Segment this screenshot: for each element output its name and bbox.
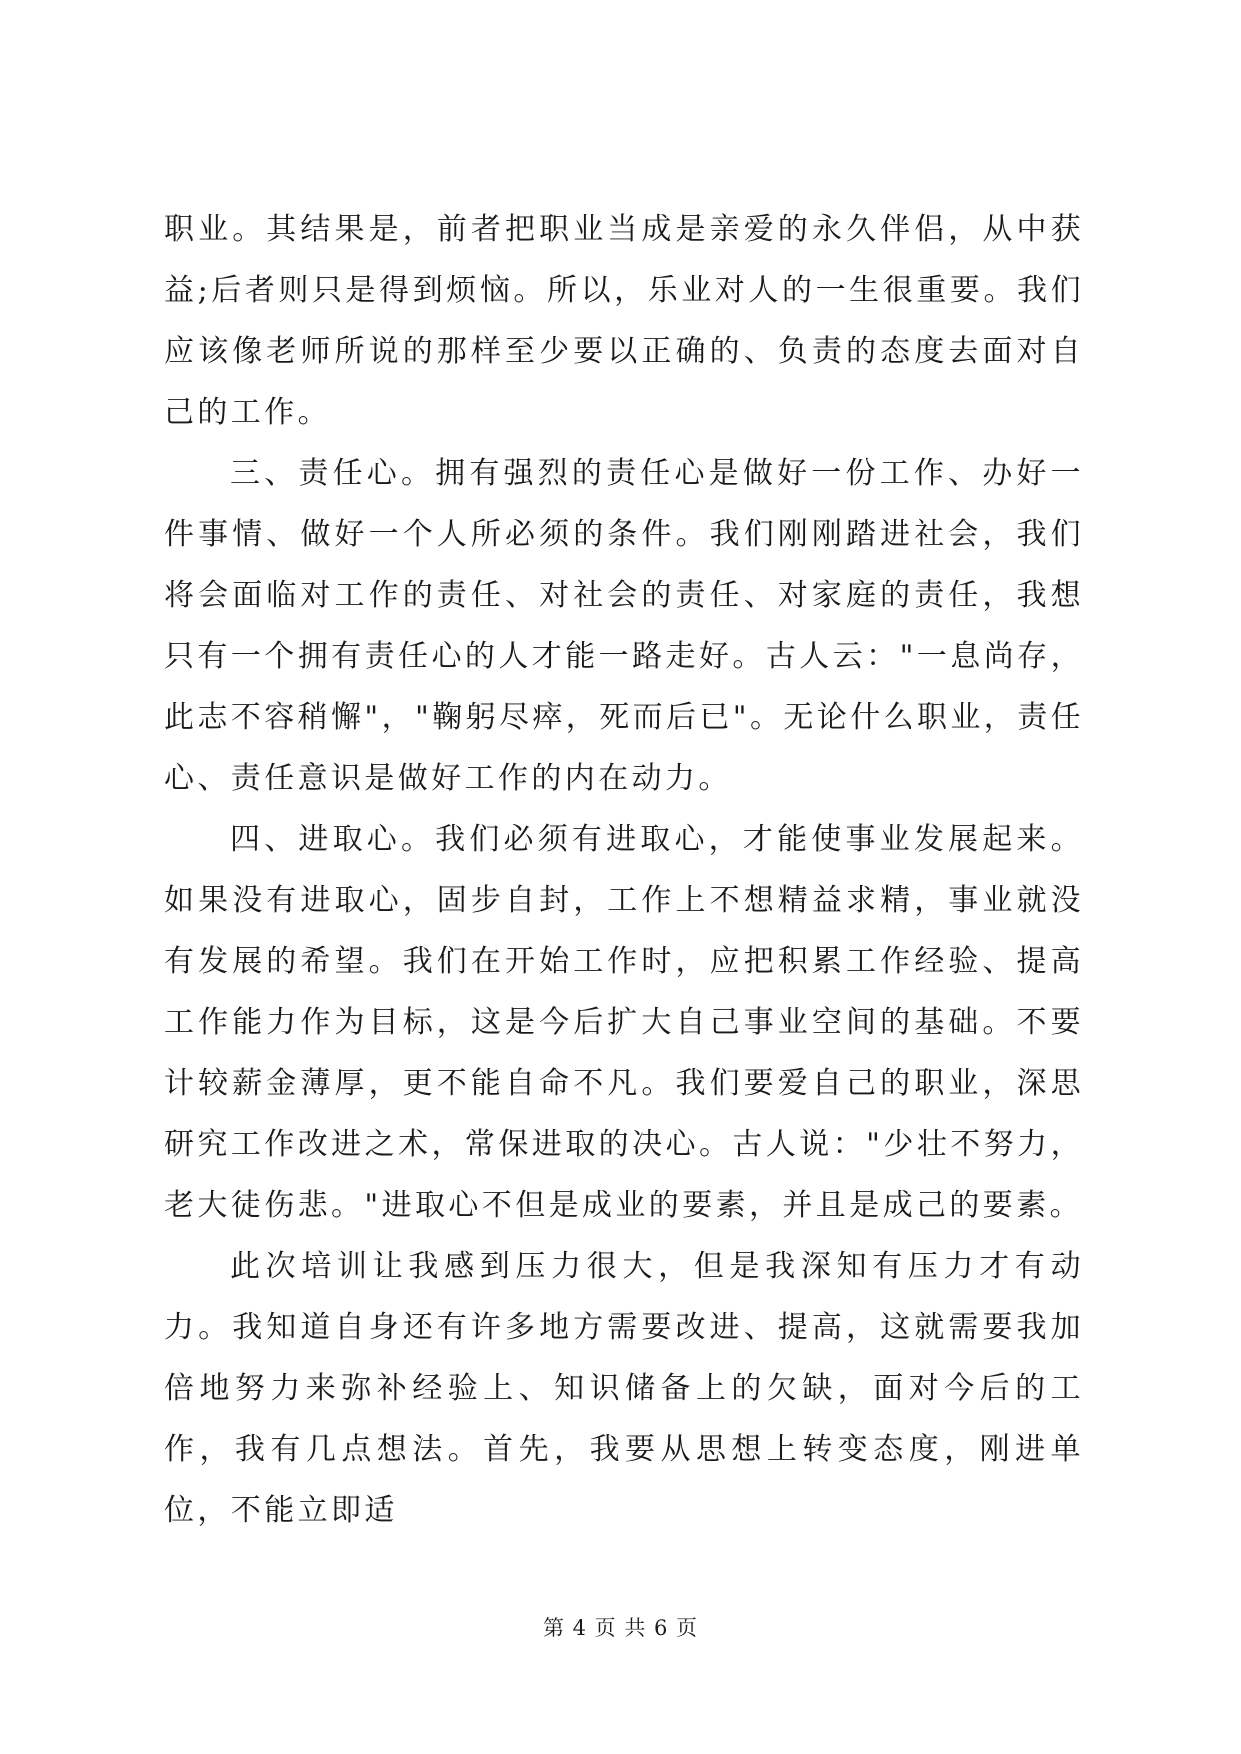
- paragraph-2: 三、责任心。拥有强烈的责任心是做好一份工作、办好一件事情、做好一个人所必须的条件。我们刚刚踏进社会，我们将会面临对工作的责任、对社会的责任、对家庭的责任，我想只有一个拥有责任心的人才能一路走好。古人云："一息尚存，此志不容稍懈"，"鞠躬尽瘁，死而后已"。无论什么职业，责任心、责任意识是做好工作的内在动力。: [164, 456, 1084, 796]
- paragraph-4: 此次培训让我感到压力很大，但是我深知有压力才有动力。我知道自身还有许多地方需要改进、提高，这就需要我加倍地努力来弥补经验上、知识储备上的欠缺，面对今后的工作，我有几点想法。首先，我要从思想上转变态度，刚进单位，不能立即适: [164, 1249, 1084, 1528]
- page-number-footer: 第 4 页 共 6 页: [542, 1616, 699, 1640]
- paragraph-3: 四、进取心。我们必须有进取心，才能使事业发展起来。如果没有进取心，固步自封，工作上不想精益求精，事业就没有发展的希望。我们在开始工作时，应把积累工作经验、提高工作能力作为目标，这是今后扩大自己事业空间的基础。不要计较薪金薄厚，更不能自命不凡。我们要爱自己的职业，深思研究工作改进之术，常保进取的决心。古人说："少壮不努力，老大徒伤悲。"进取心不但是成业的要素，并且是成己的要素。: [164, 822, 1084, 1223]
- document-body: [164, 199, 1084, 1541]
- paragraph-1: 职业。其结果是，前者把职业当成是亲爱的永久伴侣，从中获益;后者则只是得到烦恼。所以，乐业对人的一生很重要。我们应该像老师所说的那样至少要以正确的、负责的态度去面对自己的工作。: [164, 212, 1084, 430]
